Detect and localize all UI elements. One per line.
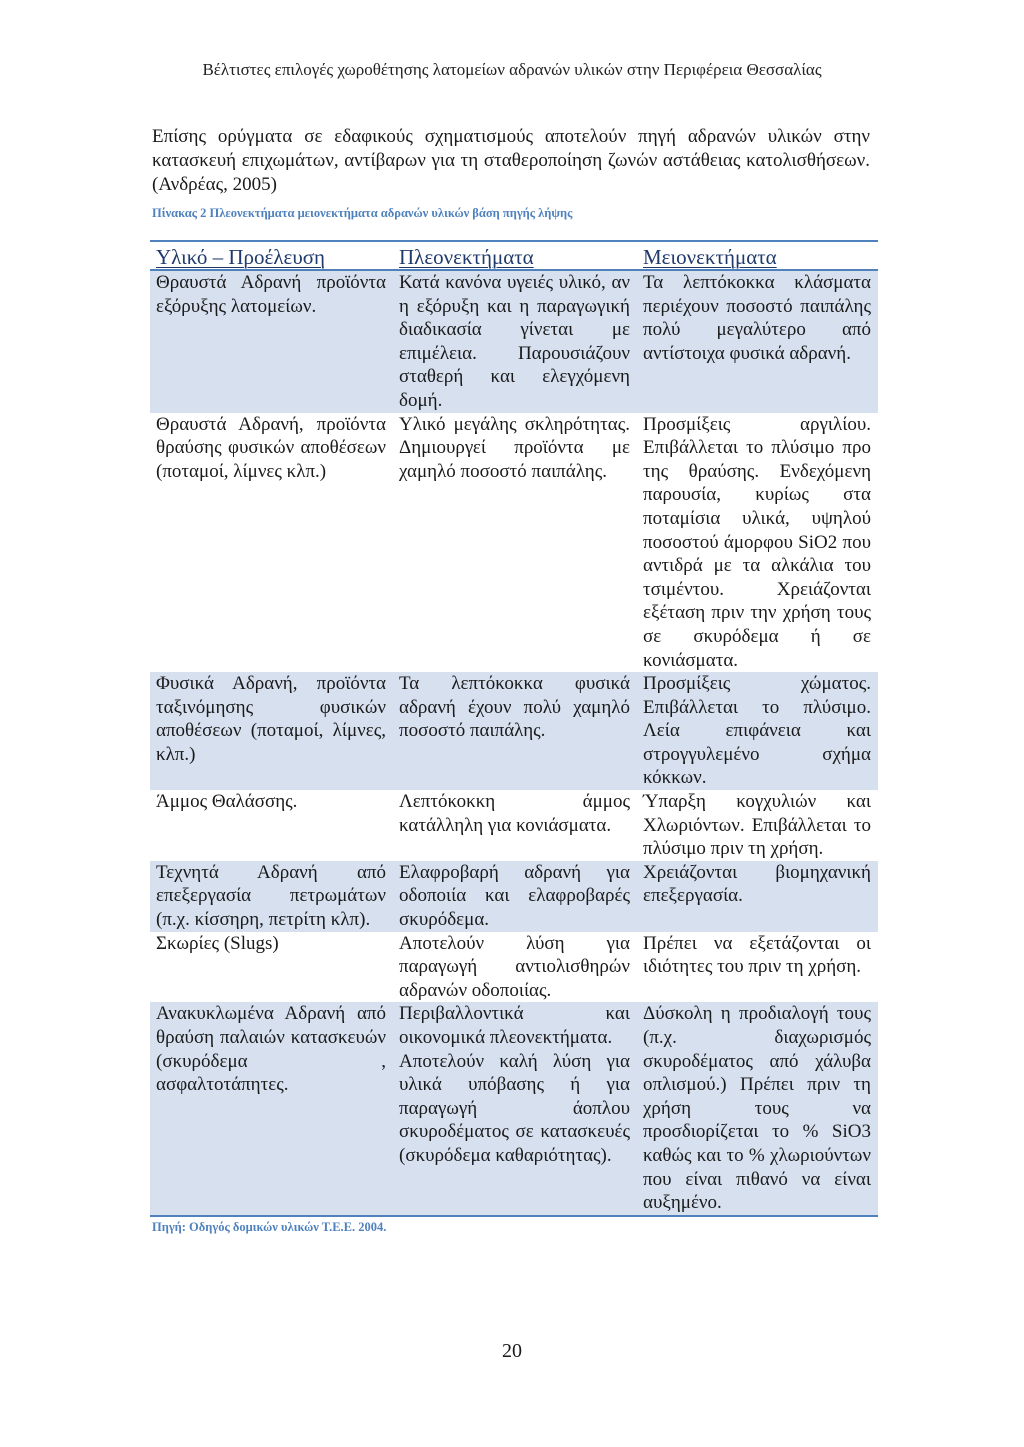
advantages-cell	[393, 932, 637, 1003]
material-cell: Σκωρίες (Slugs)	[156, 932, 279, 954]
disadvantages-cell	[637, 932, 878, 1003]
advantages-cell	[393, 790, 637, 861]
material-cell: Ανακυκλωμένα Αδρανή από θραύση παλαιών κατασκευών (σκυρόδεμα , ασφαλτοτάπητες.	[150, 1002, 393, 1215]
advantages-text: Λεπτόκοκκη άμμος κατάλληλη για κονιάσματα.	[399, 791, 630, 836]
material-cell: Άμμος Θαλάσσης.	[156, 791, 298, 813]
table-row	[150, 790, 878, 861]
column-header-advantages: Πλεονεκτήματα	[399, 245, 534, 269]
material-cell: Φυσικά Αδρανή, προϊόντα ταξινόμησης φυσικών αποθέσεων (ποταμοί, λίμνες, κλπ.)	[150, 672, 393, 790]
disadvantages-text: Προσμίξεις χώματος. Επιβάλλεται το πλύσιμο. Λεία επιφάνεια και στρογγυλεμένο σχήμα κόκκων.	[643, 673, 871, 789]
disadvantages-cell	[637, 270, 878, 413]
material-cell: Θραυστά Αδρανή, προϊόντα θραύσης φυσικών αποθέσεων (ποταμοί, λίμνες κλπ.)	[156, 413, 386, 482]
table-row	[150, 270, 878, 413]
advantages-text: Υλικό μεγάλης σκληρότητας. Δημιουργεί προϊόντα με χαμηλό ποσοστό παιπάλης.	[399, 413, 630, 482]
table-row	[150, 1002, 878, 1215]
disadvantages-cell	[637, 672, 878, 790]
advantages-cell	[393, 861, 637, 932]
disadvantages-cell	[637, 790, 878, 861]
disadvantages-text: Προσμίξεις αργιλίου. Επιβάλλεται το πλύσιμο προ της θραύσης. Ενδεχόμενη παρουσία, κυρίως στα ποταμίσια υλικά, υψηλού ποσοστού άμορφου SiO2 που αντιδρά με τα αλκάλια του τσιμέντου. Χρειάζονται εξέταση πριν την χρήση τους σε σκυρόδεμα ή σε κονιάσματα.	[643, 413, 871, 671]
disadvantages-text: Πρέπει να εξετάζονται οι ιδιότητες του πριν τη χρήση.	[643, 932, 871, 978]
column-header-disadvantages: Μειονεκτήματα	[643, 245, 777, 269]
table-row	[150, 672, 878, 790]
material-cell: Θραυστά Αδρανή προϊόντα εξόρυξης λατομείων.	[150, 270, 393, 413]
disadvantages-cell	[637, 861, 878, 932]
comparison-table	[150, 240, 878, 1217]
table-row	[150, 413, 878, 673]
disadvantages-cell	[637, 1002, 878, 1215]
table-row	[150, 861, 878, 932]
disadvantages-text: Χρειάζονται βιομηχανική επεξεργασία.	[643, 861, 871, 907]
advantages-text: Περιβαλλοντικά και οικονομικά πλεονεκτήματα.	[399, 1003, 630, 1048]
disadvantages-cell	[637, 413, 878, 673]
advantages-text: Αποτελούν λύση για παραγωγή αντιολισθηρών αδρανών οδοποιίας.	[399, 932, 630, 1001]
table-caption: Πίνακας 2 Πλεονεκτήματα μειονεκτήματα αδρανών υλικών βάση πηγής λήψης	[152, 206, 573, 220]
table-source-note: Πηγή: Οδηγός δομικών υλικών Τ.Ε.Ε. 2004.	[152, 1220, 387, 1234]
disadvantages-text: Δύσκολη η προδιαλογή τους (π.χ. διαχωρισμός σκυροδέματος από χάλυβα οπλισμού.) Πρέπει πριν τη χρήση τους να προσδιορίζεται το % SiO3 καθώς και το % χλωριούντων που είναι πιθανό να είναι αυξημένο.	[643, 1003, 871, 1214]
column-header-material: Υλικό – Προέλευση	[156, 245, 326, 269]
disadvantages-text: Ύπαρξη κογχυλιών και Χλωριόντων. Επιβάλλεται το πλύσιμο πριν τη χρήση.	[643, 791, 871, 860]
table-header-row	[150, 241, 878, 270]
advantages-cell	[393, 270, 637, 413]
advantages-cell	[393, 672, 637, 790]
advantages-text: Κατά κανόνα υγειές υλικό, αν η εξόρυξη και η παραγωγική διαδικασία γίνεται με επιμέλεια. Παρουσιάζουν σταθερή και ελεγχόμενη δομή.	[399, 272, 630, 411]
advantages-text: Αποτελούν καλή λύση για υλικά υπόβασης ή για παραγωγή άοπλου σκυροδέματος σε κατασκευές (σκυρόδεμα καθαριότητας).	[399, 1050, 630, 1166]
intro-paragraph: Επίσης ορύγματα σε εδαφικούς σχηματισμούς αποτελούν πηγή αδρανών υλικών στην κατασκευή επιχωμάτων, αντίβαρων για τη σταθεροποίηση ζωνών αστάθειας κατολισθήσεων. (Ανδρέας, 2005)	[152, 126, 870, 195]
advantages-text: Ελαφροβαρή αδρανή για οδοποιία και ελαφροβαρές σκυρόδεμα.	[399, 861, 630, 931]
running-header: Βέλτιστες επιλογές χωροθέτησης λατομείων αδρανών υλικών στην Περιφέρεια Θεσσαλίας	[202, 60, 822, 79]
advantages-cell	[393, 1002, 637, 1215]
advantages-text: Τα λεπτόκοκκα φυσικά αδρανή έχουν πολύ χαμηλό ποσοστό παιπάλης.	[399, 673, 630, 742]
material-cell: Τεχνητά Αδρανή από επεξεργασία πετρωμάτων (π.χ. κίσσηρη, πετρίτη κλπ).	[150, 861, 393, 932]
table-row	[150, 932, 878, 1003]
page-number: 20	[502, 1340, 522, 1362]
disadvantages-text: Τα λεπτόκοκκα κλάσματα περιέχουν ποσοστό παιπάλης πολύ μεγαλύτερο από αντίστοιχα φυσικά αδρανή.	[643, 272, 871, 364]
advantages-cell	[393, 413, 637, 673]
